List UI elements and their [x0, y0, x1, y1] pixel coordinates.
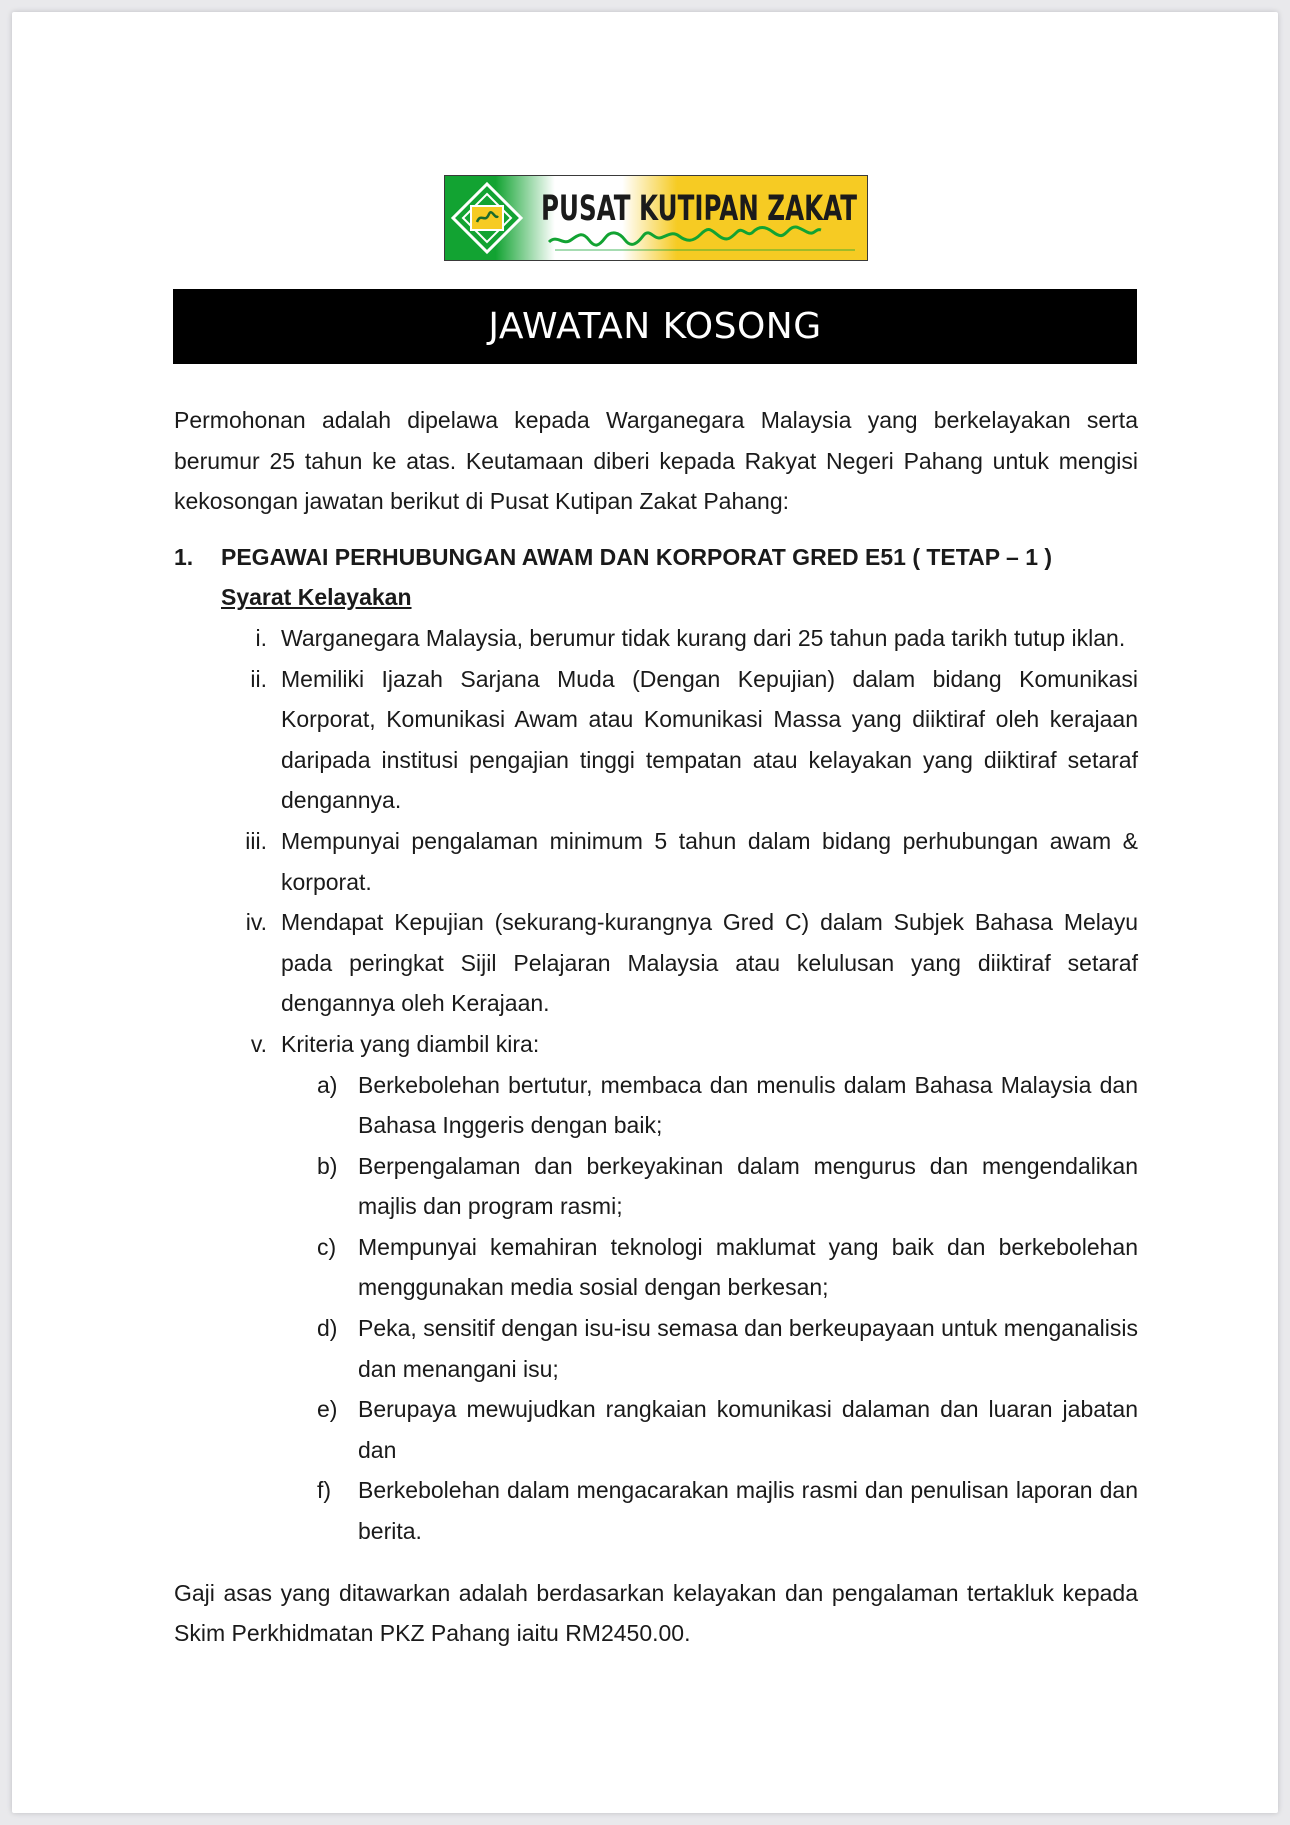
list-marker: c) [317, 1233, 337, 1260]
intro-paragraph: Permohonan adalah dipelawa kepada Warganegara Malaysia yang berkelayakan serta berumur 25 tahun ke atas. Keutamaan diberi kepada Rakyat Negeri Pahang untuk mengisi kekosongan jawatan berikut di Pusat Kutipan Zakat Pahang: [174, 407, 1138, 515]
list-marker: ii. [250, 665, 267, 692]
list-item [281, 1227, 1138, 1308]
criteria-text: Berpengalaman dan berkeyakinan dalam mengurus dan mengendalikan majlis dan program rasmi; [358, 1152, 1138, 1220]
list-marker: i. [255, 624, 267, 651]
criteria-list [281, 1065, 1138, 1552]
requirement-text: Memiliki Ijazah Sarjana Muda (Dengan Kepujian) dalam bidang Komunikasi Korporat, Komunikasi Awam atau Komunikasi Massa yang diiktiraf oleh kerajaan daripada institusi pengajian tinggi tempatan atau kelayakan yang diiktiraf setaraf dengannya. [281, 665, 1138, 814]
requirement-text: Mempunyai pengalaman minimum 5 tahun dalam bidang perhubungan awam & korporat. [281, 827, 1138, 895]
list-item [174, 1024, 1138, 1552]
requirement-text: Warganegara Malaysia, berumur tidak kurang dari 25 tahun pada tarikh tutup iklan. [281, 624, 1126, 651]
document-page [12, 12, 1278, 1813]
list-marker: b) [317, 1152, 338, 1179]
list-marker: a) [317, 1071, 338, 1098]
job-section [174, 537, 1138, 1552]
logo-text: PUSAT KUTIPAN ZAKAT [541, 189, 858, 229]
list-item [281, 1308, 1138, 1389]
list-marker: e) [317, 1396, 338, 1423]
page-title: JAWATAN KOSONG [488, 306, 822, 347]
list-item [174, 902, 1138, 1024]
job-title: PEGAWAI PERHUBUNGAN AWAM DAN KORPORAT GRED E51 ( TETAP – 1 ) [221, 543, 1053, 570]
criteria-text: Peka, sensitif dengan isu-isu semasa dan berkeupayaan untuk menganalisis dan menangani isu; [358, 1315, 1138, 1382]
criteria-text: Mempunyai kemahiran teknologi maklumat yang baik dan berkebolehan menggunakan media sosial dengan berkesan; [358, 1233, 1138, 1301]
list-marker: iv. [245, 909, 267, 936]
requirement-text: Mendapat Kepujian (sekurang-kurangnya Gred C) dalam Subjek Bahasa Melayu pada peringkat Sijil Pelajaran Malaysia atau kelulusan yang diiktiraf setaraf dengannya oleh Kerajaan. [281, 909, 1138, 1017]
requirements-heading: Syarat Kelayakan [221, 584, 412, 611]
criteria-text: Berupaya mewujudkan rangkaian komunikasi dalaman dan luaran jabatan dan [358, 1396, 1138, 1463]
list-item [174, 821, 1138, 902]
list-marker: d) [317, 1315, 338, 1342]
requirement-text: Kriteria yang diambil kira: [281, 1030, 540, 1057]
document-body [174, 400, 1138, 1654]
logo-graphic [445, 176, 867, 260]
criteria-text: Berkebolehan dalam mengacarakan majlis rasmi dan penulisan laporan dan berita. [358, 1477, 1138, 1545]
title-banner [173, 289, 1137, 364]
list-item [174, 659, 1138, 821]
list-item [281, 1470, 1138, 1551]
pusat-kutipan-zakat-logo [444, 175, 868, 261]
list-marker: f) [317, 1477, 332, 1504]
list-marker: iii. [245, 827, 267, 854]
criteria-text: Berkebolehan bertutur, membaca dan menulis dalam Bahasa Malaysia dan Bahasa Inggeris dengan baik; [358, 1071, 1138, 1139]
job-number: 1. [174, 543, 194, 570]
list-item [281, 1389, 1138, 1470]
salary-paragraph: Gaji asas yang ditawarkan adalah berdasarkan kelayakan dan pengalaman tertakluk kepada Skim Perkhidmatan PKZ Pahang iaitu RM2450.00. [174, 1579, 1138, 1647]
list-item [174, 618, 1138, 659]
list-marker: v. [250, 1030, 267, 1057]
list-item [281, 1146, 1138, 1227]
list-item [281, 1065, 1138, 1146]
requirements-list [174, 618, 1138, 1552]
